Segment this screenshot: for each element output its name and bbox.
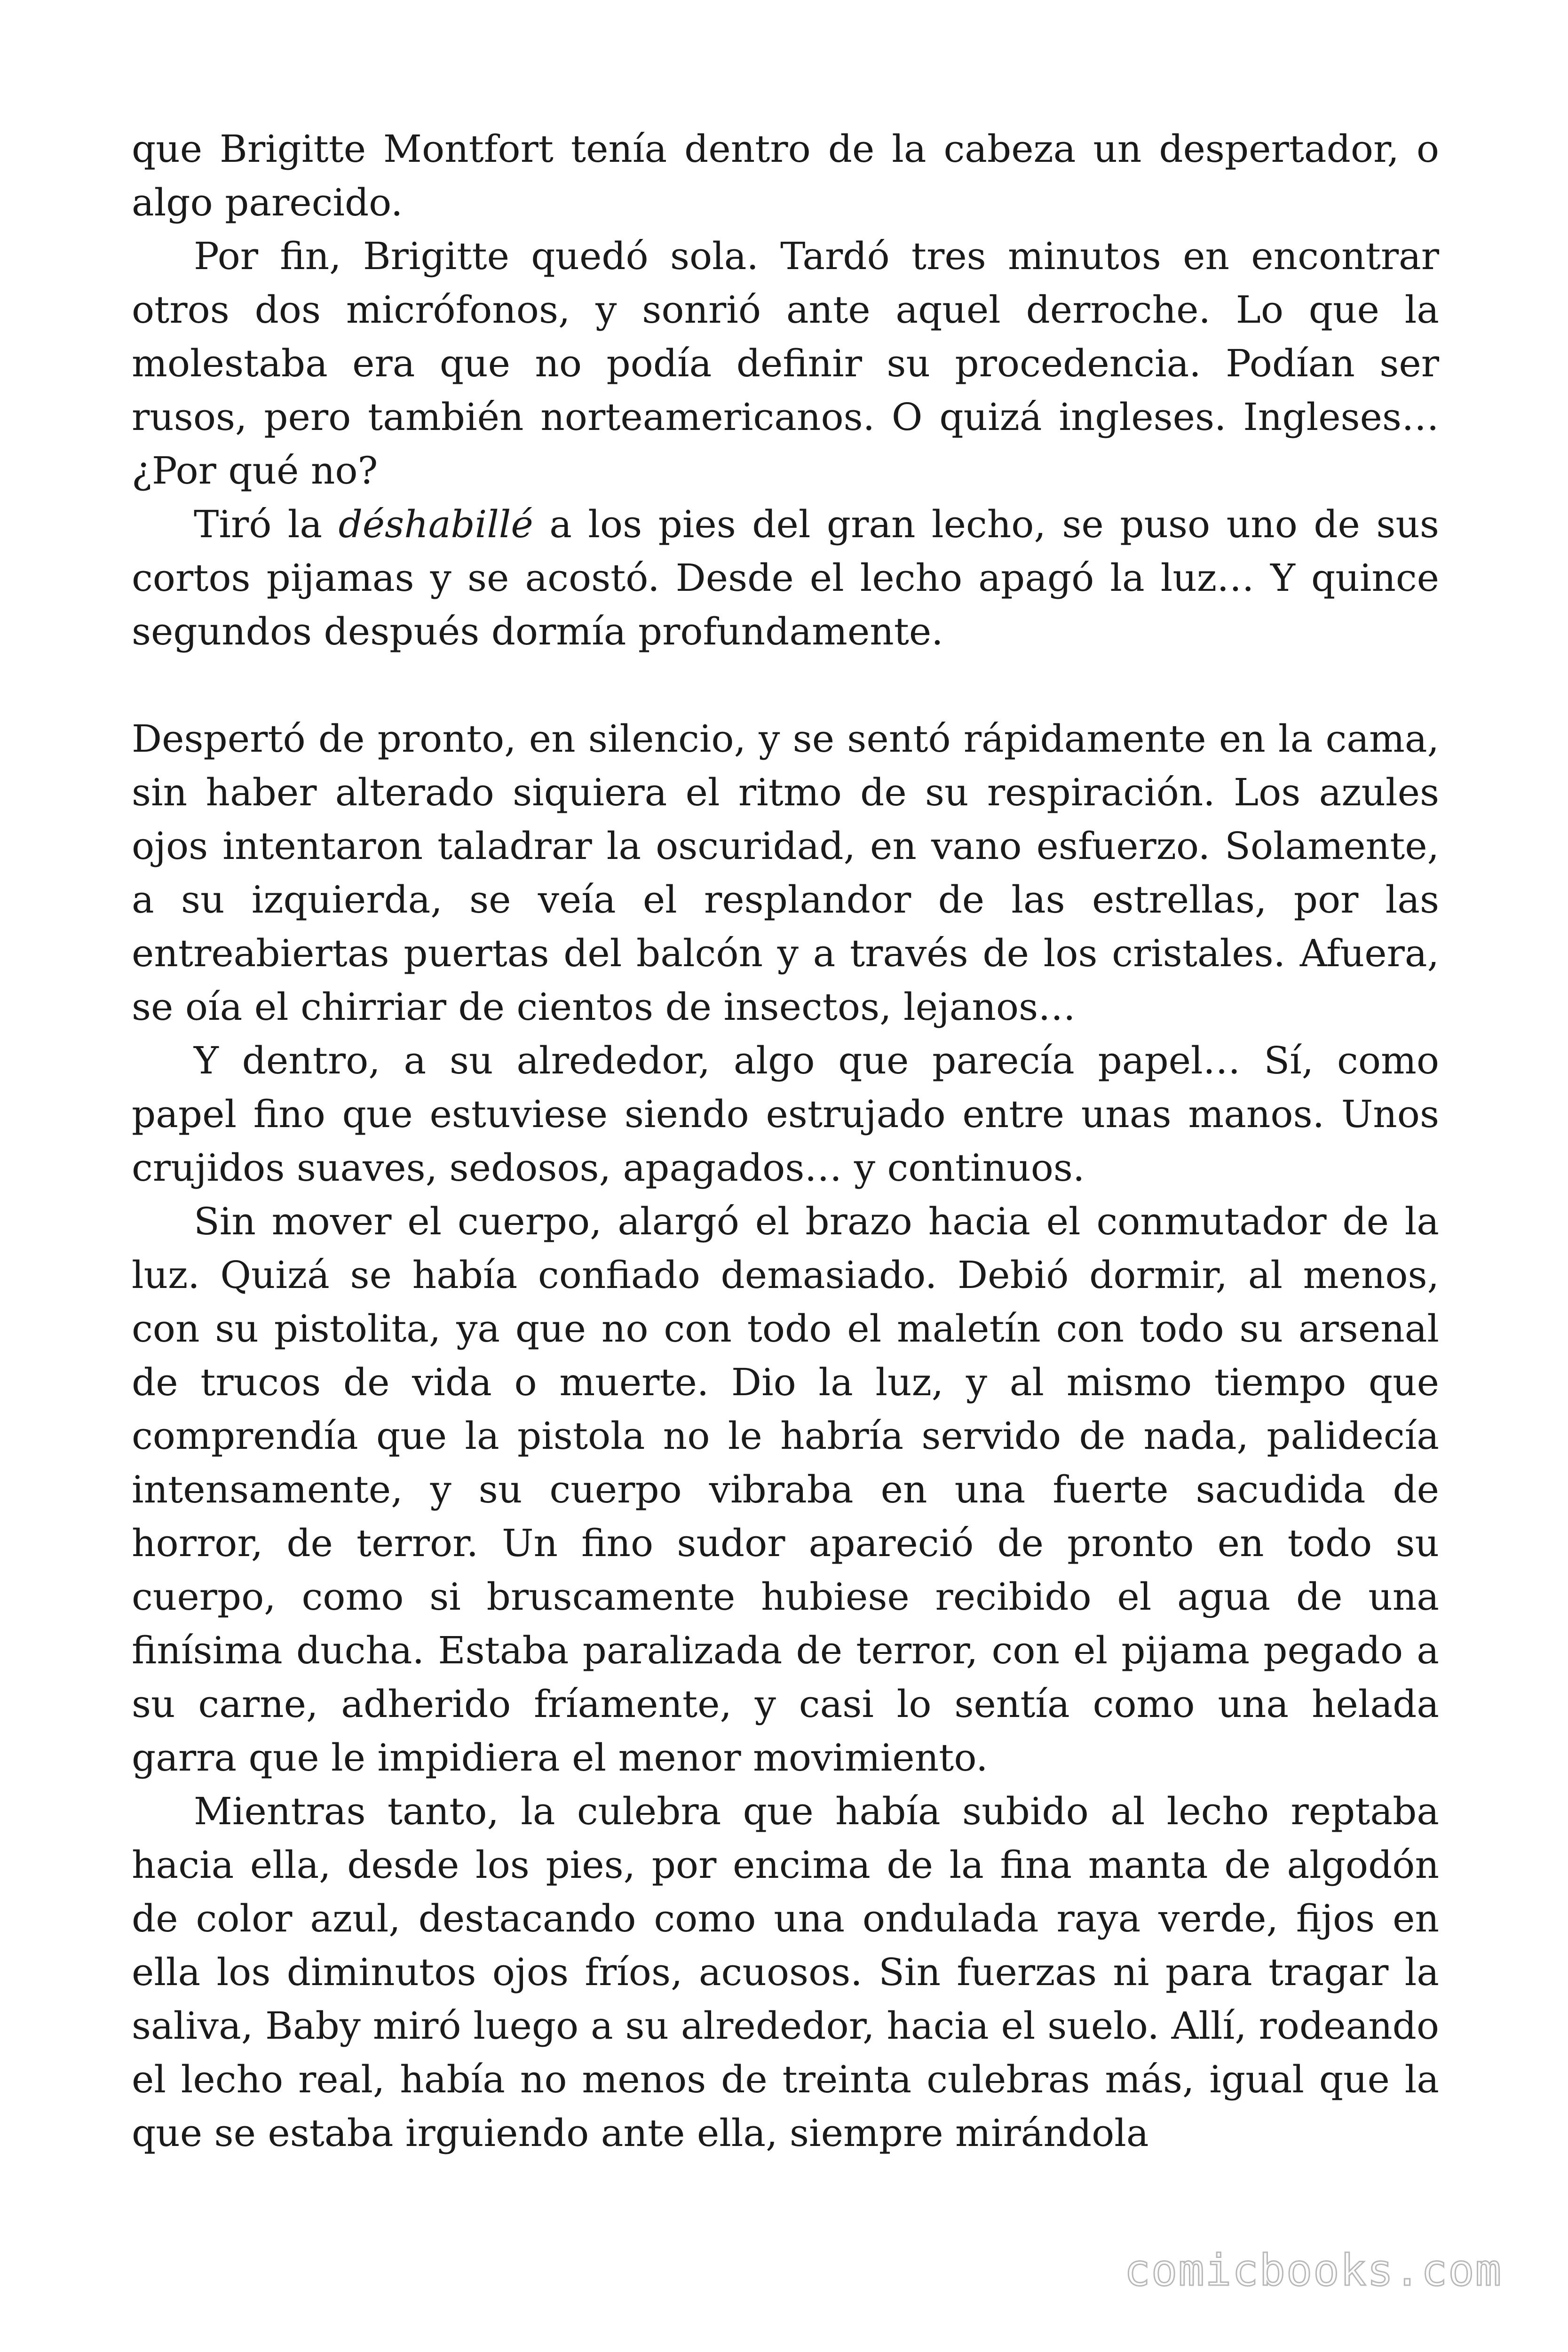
paragraph-wakes-up: Despertó de pronto, en silencio, y se sentó rápidamente en la cama, sin haber alterado siquiera el ritmo de su respiración. Los azules ojos intentaron taladrar la oscuridad, en vano esfuerzo. Solamente, a su izquierda, se veía el resplandor de las estrellas, por las entreabiertas puertas del balcón y a través de los cristales. Afuera, se oía el chirriar de cientos de insectos, lejanos… — [132, 717, 1439, 1029]
paragraph-continuation: que Brigitte Montfort tenía dentro de la cabeza un despertador, o algo parecido. — [132, 127, 1439, 224]
paragraph-brigitte-alone: Por fin, Brigitte quedó sola. Tardó tres minutos en encontrar otros dos micrófonos, y sonrió ante aquel derroche. Lo que la molestaba era que no podía definir su procedencia. Podían ser rusos, pero también norteamericanos. O quizá ingleses. Ingleses… ¿Por qué no? — [132, 234, 1439, 493]
text-span: a los pies del gran lecho, se puso uno de sus cortos pijamas y se acostó. Desde el lecho apagó la luz… Y quince segundos después dormía profundamente. — [132, 502, 1439, 653]
paragraph-rustling-sound: Y dentro, a su alrededor, algo que parecía papel… Sí, como papel fino que estuviese siendo estrujado entre unas manos. Unos crujidos suaves, sedosos, apagados… y continuos. — [132, 1039, 1439, 1190]
italic-term: déshabillé — [338, 502, 533, 546]
paragraph-turns-on-light: Sin mover el cuerpo, alargó el brazo hacia el conmutador de la luz. Quizá se había confiado demasiado. Debió dormir, al menos, con su pistolita, ya que no con todo el maletín con todo su arsenal de trucos de vida o muerte. Dio la luz, y al mismo tiempo que comprendía que la pistola no le habría servido de nada, palidecía intensamente, y su cuerpo vibraba en una fuerte sacudida de horror, de terror. Un fino sudor apareció de pronto en todo su cuerpo, como si bruscamente hubiese recibido el agua de una finísima ducha. Estaba paralizada de terror, con el pijama pegado a su carne, adherido fríamente, y casi lo sentía como una helada garra que le impidiera el menor movimiento. — [132, 1200, 1439, 1780]
paragraph-goes-to-sleep — [132, 498, 1439, 659]
book-page-text — [132, 122, 1439, 2160]
watermark-logo: comicbooks.com — [1124, 2245, 1502, 2296]
paragraph-snakes: Mientras tanto, la culebra que había subido al lecho reptaba hacia ella, desde los pies, por encima de la fina manta de algodón de color azul, destacando como una ondulada raya verde, fijos en ella los diminutos ojos fríos, acuosos. Sin fuerzas ni para tragar la saliva, Baby miró luego a su alrededor, hacia el suelo. Allí, rodeando el lecho real, había no menos de treinta culebras más, igual que la que se estaba irguiendo ante ella, siempre mirándola — [132, 1789, 1439, 2155]
text-span: Tiró la — [194, 502, 339, 546]
